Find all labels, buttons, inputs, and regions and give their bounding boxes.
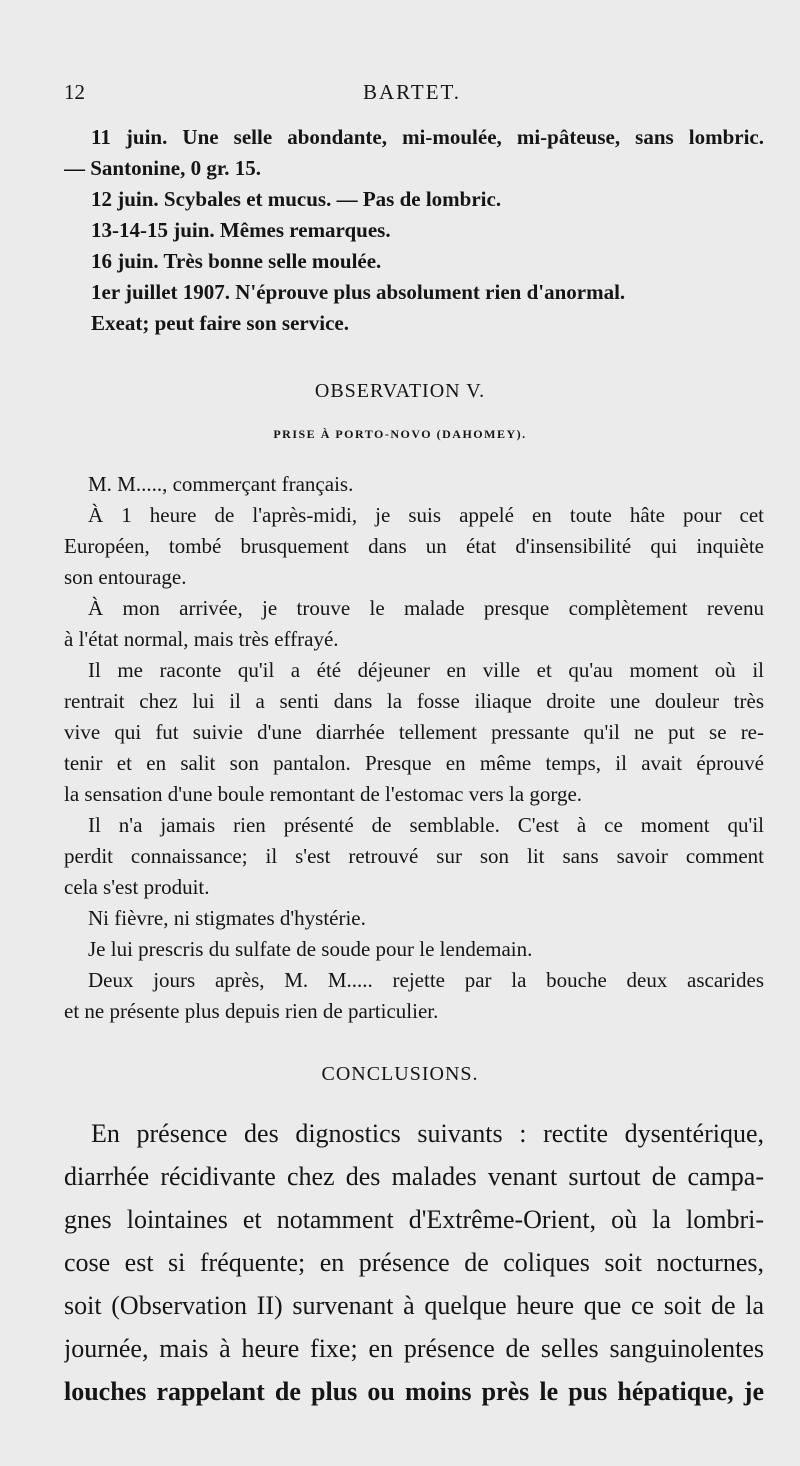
text-line: gnes lointaines et notamment d'Extrême-Orient, où la lombri- [64,1205,764,1234]
observation-title: OBSERVATION V. [314,380,486,402]
page-number: 12 [64,80,85,104]
text-line: diarrhée récidivante chez des malades venant surtout de campa- [64,1162,764,1191]
text-line: À 1 heure de l'après-midi, je suis appelé en toute hâte pour cet [88,503,764,527]
text-line: 12 juin. Scybales et mucus. — Pas de lombric. [91,187,502,211]
text-line: 13-14-15 juin. Mêmes remarques. [91,218,391,242]
text-line: À mon arrivée, je trouve le malade presque complètement revenu [88,596,764,620]
text-line: cose est si fréquente; en présence de coliques soit nocturnes, [64,1248,764,1277]
page-header [64,80,760,110]
text-line: rentrait chez lui il a senti dans la fosse iliaque droite une douleur très [64,689,764,713]
text-line: Il n'a jamais rien présenté de semblable. C'est à ce moment qu'il [88,813,764,837]
text-line: et ne présente plus depuis rien de particulier. [64,999,439,1023]
text-line: Exeat; peut faire son service. [91,311,349,335]
text-line: Ni fièvre, ni stigmates d'hystérie. [88,906,366,930]
running-head: BARTET. [362,80,462,104]
text-line: — Santonine, 0 gr. 15. [64,156,262,180]
text-line: la sensation d'une boule remontant de l'estomac vers la gorge. [64,782,583,806]
text-line: M. M....., commerçant français. [88,472,354,496]
text-line: 1er juillet 1907. N'éprouve plus absolument rien d'anormal. [91,280,626,304]
text-line: En présence des dignostics suivants : rectite dysentérique, [91,1119,764,1148]
text-line: cela s'est produit. [64,875,210,899]
text-line: tenir et en salit son pantalon. Presque en même temps, il avait éprouvé [64,751,764,775]
text-line: Il me raconte qu'il a été déjeuner en ville et qu'au moment où il [88,658,764,682]
text-line: perdit connaissance; il s'est retrouvé sur son lit sans savoir comment [64,844,764,868]
text-line: soit (Observation II) survenant à quelque heure que ce soit de la [64,1291,764,1320]
observation-body [64,469,764,1027]
text-line: journée, mais à heure fixe; en présence de selles sanguinolentes [64,1334,764,1363]
text-line: Deux jours après, M. M..... rejette par la bouche deux ascarides [88,968,764,992]
text-line: 16 juin. Très bonne selle moulée. [91,249,382,273]
top-paragraphs [64,122,764,339]
text-line: Européen, tombé brusquement dans un état d'insensibilité qui inquiète [64,534,764,558]
text-line: 11 juin. Une selle abondante, mi-moulée, mi-pâteuse, sans lombric. [91,125,764,149]
text-line: Je lui prescris du sulfate de soude pour le lendemain. [88,937,533,961]
text-line: à l'état normal, mais très effrayé. [64,627,339,651]
observation-subtitle: PRISE À PORTO-NOVO (DAHOMEY). [273,427,527,441]
conclusions-title: CONCLUSIONS. [321,1063,479,1085]
text-line: son entourage. [64,565,187,589]
conclusions-body [64,1112,764,1413]
text-line: vive qui fut suivie d'une diarrhée tellement pressante qu'il ne put se re- [64,720,764,744]
text-line: louches rappelant de plus ou moins près le pus hépatique, je [64,1377,764,1406]
